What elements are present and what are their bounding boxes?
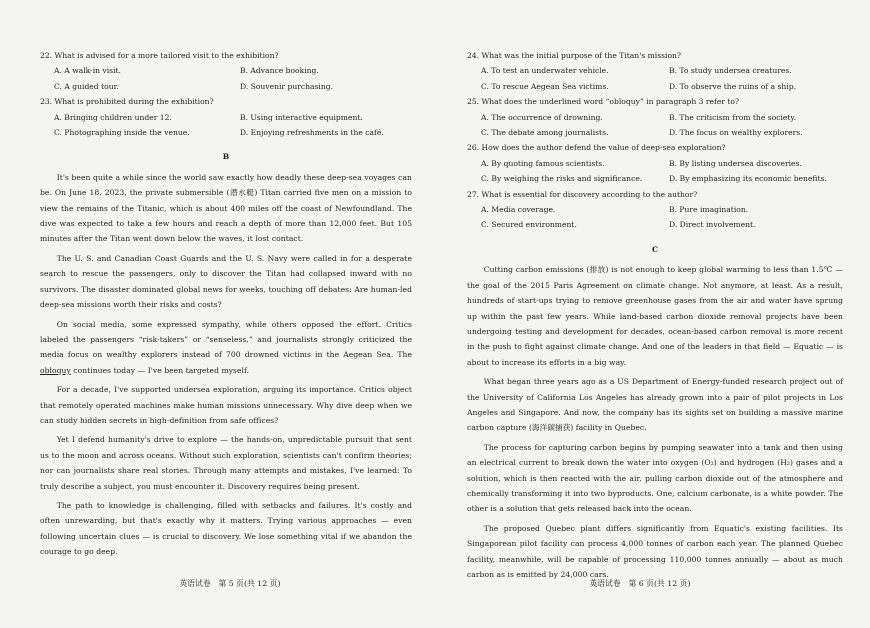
page-footer-left: 英语试卷 第 5 页(共 12 页) <box>179 579 281 588</box>
passage-paragraph-2: The U. S. and Canadian Coast Guards and the U. S. Navy were called in for a desperate search to rescue the passengers, only to discover the Titan had collapsed inward with no survivors. The disaster dominated global news for weeks, touching off debates: Are human-led deep-sea missions worth their risks and costs? <box>40 253 412 310</box>
option-a[interactable]: A. Media coverage. <box>481 205 556 215</box>
option-d[interactable]: D. The focus on wealthy explorers. <box>669 128 803 138</box>
section-title-b: B <box>222 152 230 162</box>
options-list <box>40 63 412 94</box>
question-25 <box>467 94 843 140</box>
option-c[interactable]: C. The debate among journalists. <box>481 128 609 138</box>
question-stem: 23. What is prohibited during the exhibition? <box>40 97 214 107</box>
option-b[interactable]: B. By listing undersea discoveries. <box>669 158 802 168</box>
options-list <box>467 156 843 187</box>
passage-paragraph-2: What began three years ago as a US Department of Energy-funded research project out of the University of California Los Angeles has already grown into a pair of pilot projects in Los Angeles and Singapore. And now, the company has its sights set on building a massive marine carbon capture (海洋碳捕获) facility in Quebec. <box>467 377 843 433</box>
options-list <box>467 110 843 141</box>
passage-paragraph-6: The path to knowledge is challenging, filled with setbacks and failures. It's costly and often unrewarding, but that's exactly why it matters. Trying various approaches — even following uncertain clues — is crucial to discovery. We lose something vital if we abandon the courage to go deep. <box>40 500 412 557</box>
option-a[interactable]: A. By quoting famous scientists. <box>481 158 605 168</box>
option-a[interactable]: A. Bringing children under 12. <box>54 112 172 122</box>
option-b[interactable]: B. The criticism from the society. <box>669 112 797 122</box>
passage-paragraph-4: The proposed Quebec plant differs significantly from Equatic's existing facilities. Its Singaporean pilot facility can process 4,000 tonnes of carbon each year. The planned Quebec facility, meanwhile, will be capable of processing 110,000 tonnes annually — about as much carbon as is emitted by 24,000 cars. <box>467 523 843 579</box>
left-column <box>40 48 412 564</box>
option-c[interactable]: C. Photographing inside the venue. <box>54 128 190 138</box>
option-a[interactable]: A. A walk-in visit. <box>54 66 121 76</box>
option-b[interactable]: B. Using interactive equipment. <box>240 112 363 122</box>
option-d[interactable]: D. Souvenir purchasing. <box>240 81 334 91</box>
option-c[interactable]: C. To rescue Aegean Sea victims. <box>481 81 609 91</box>
options-list <box>467 202 843 233</box>
option-a[interactable]: A. To test an underwater vehicle. <box>481 66 609 76</box>
passage-paragraph-1: It's been quite a while since the world saw exactly how deadly these deep-sea voyages can be. On June 18, 2023, the private submersible (潜水艇) Titan carried five men on a mission to view the remains of the Titanic, which is about 400 miles off the coast of Newfoundland. The dive was expected to take a few hours and reach a depth of more than 12,000 feet. But 105 minutes after the Titan went down below the waves, it lost contact. <box>40 172 412 244</box>
underlined-word-obloquy: obloquy <box>40 365 71 375</box>
passage-paragraph-3 <box>40 317 412 379</box>
passage-paragraph-4: For a decade, I've supported undersea exploration, arguing its importance. Critics object that remotely operated machines make human missions unnecessary. Why dive deep when we can study hidden secrets in high-definition from safe offices? <box>40 385 412 425</box>
question-stem: 24. What was the initial purpose of the Titan's mission? <box>467 51 681 60</box>
option-b[interactable]: B. To study undersea creatures. <box>669 66 792 76</box>
option-c[interactable]: C. A guided tour. <box>54 81 119 91</box>
passage-paragraph-3-text: On social media, some expressed sympathy, while others opposed the effort. Critics labeled the passengers “risk-takers” or “senseless,” and journalists strongly criticized the media focus on wealthy explorers instead of 700 drowned victims in the Aegean Sea. The <box>40 319 412 360</box>
passage-paragraph-1: Cutting carbon emissions (排放) is not enough to keep global warming to less than 1.5℃ — the goal of the 2015 Paris Agreement on climate change. Not anymore, at least. As a result, hundreds of start-ups trying to remove greenhouse gases from the air and water have sprung up within the past few years. While land-based carbon dioxide removal projects have been undergoing testing and development for decades, ocean-based carbon removal is more recent in the push to fight against climate change. And one of the leaders in that field — Equatic — is about to increase its efforts in a big way. <box>467 265 843 367</box>
question-stem: 25. What does the underlined word “obloquy” in paragraph 3 refer to? <box>467 97 740 107</box>
options-list <box>40 110 412 141</box>
question-27 <box>467 187 843 233</box>
option-d[interactable]: D. Direct involvement. <box>669 220 756 230</box>
passage-paragraph-3-tail: continues today — I've been targeted myself. <box>70 365 250 375</box>
question-stem: 22. What is advised for a more tailored visit to the exhibition? <box>40 51 279 60</box>
question-23 <box>40 94 412 140</box>
question-24 <box>467 48 843 94</box>
passage-paragraph-5: Yet I defend humanity's drive to explore — the hands-on, unpredictable pursuit that sent us to the moon and across oceans. Without such exploration, scientists can't confirm theories; nor can journalists share real stories. Through many attempts and mistakes, I've learned: To truly describe a subject, you must encounter it. Discovery requires being present. <box>40 435 412 491</box>
section-title-c: C <box>651 244 659 254</box>
option-b[interactable]: B. Pure imagination. <box>669 205 749 215</box>
option-d[interactable]: D. Enjoying refreshments in the café. <box>240 128 384 138</box>
question-stem: 27. What is essential for discovery according to the author? <box>467 189 698 199</box>
right-column <box>467 48 843 586</box>
options-list <box>467 63 843 94</box>
option-d[interactable]: D. By emphasizing its economic benefits. <box>669 174 827 184</box>
question-stem: 26. How does the author defend the value of deep-sea exploration? <box>467 143 726 153</box>
option-a[interactable]: A. The occurrence of drowning. <box>481 112 603 122</box>
option-c[interactable]: C. By weighing the risks and significance. <box>481 174 643 184</box>
question-22 <box>40 48 412 94</box>
option-c[interactable]: C. Secured environment. <box>481 220 577 230</box>
passage-paragraph-3: The process for capturing carbon begins by pumping seawater into a tank and then using an electrical current to break down the water into oxygen (O₂) and hydrogen (H₂) gases and a solution, which is then reacted with the air, pulling carbon dioxide out of the atmosphere and chemically transforming it into two byproducts. One, calcium carbonate, is a white powder. The other is a solution that gets released back into the ocean. <box>467 442 843 514</box>
option-b[interactable]: B. Advance booking. <box>240 66 319 76</box>
option-d[interactable]: D. To observe the ruins of a ship. <box>669 81 796 91</box>
question-26 <box>467 140 843 186</box>
page-footer-right: 英语试卷 第 6 页(共 12 页) <box>589 579 691 588</box>
